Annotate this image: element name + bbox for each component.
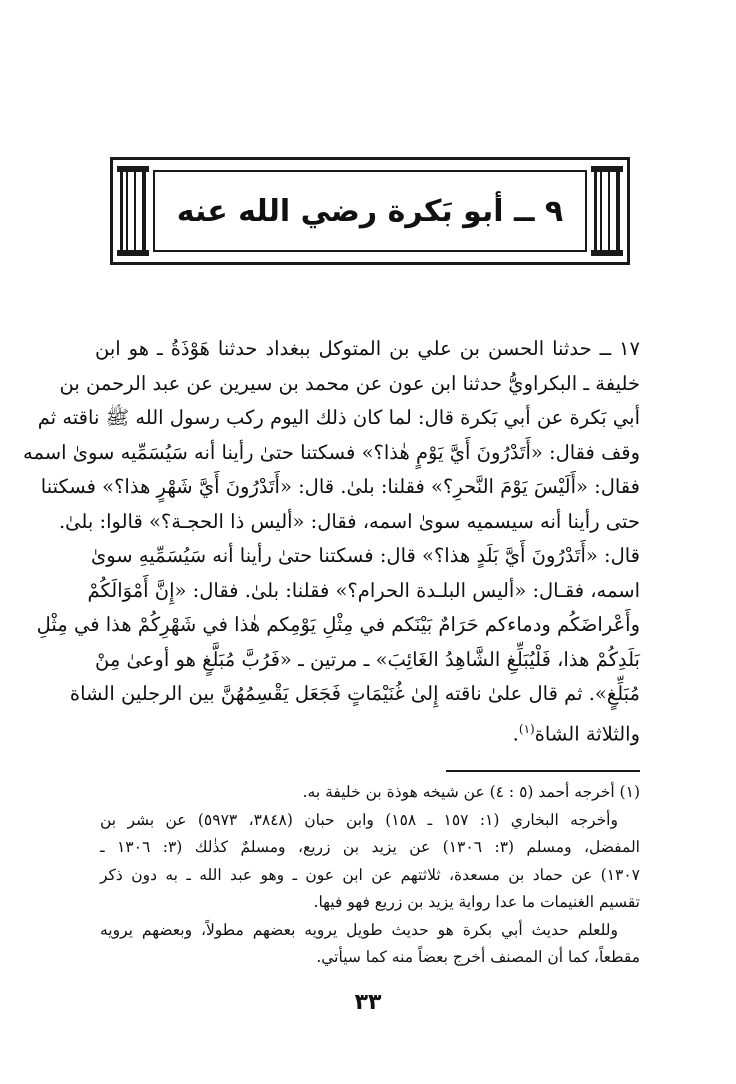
footnotes [100, 779, 640, 972]
hadith-line: فقال: «أَلَيْسَ يَوْمَ النَّحرِ؟» فقلنا: بلىٰ. قال: «أَتَدْرُونَ أَيَّ شَهْرٍ هذا؟» فسكتنا [40, 475, 640, 498]
hadith-line: بَلَدِكُمْ هذا، فَلْيُبَلِّغِ الشَّاهِدُ الغَائِبَ» ـ مرتين ـ «فَرُبَّ مُبَلَّغٍ هو أوعىٰ مِنْ [95, 647, 640, 671]
page-number: ٣٣ [354, 990, 382, 1015]
footnote-marker: (١) [518, 721, 535, 736]
hadith-line-last: والثلاثة الشاة$^{(١)}$. [512, 721, 640, 745]
decorative-pillar-right [594, 168, 620, 254]
footnote-line: المفضل، ومسلم (٣: ١٣٠٦) عن يزيد بن زريع، ومسلمٌ كذٰلك (٣: ١٣٠٦ ـ [100, 838, 640, 856]
footnote-line: (١) أخرجه أحمد (٥ : ٤) عن شيخه هوذة بن خليفة به. [302, 783, 640, 801]
footnote-line: مقطعاً، كما أن المصنف أخرج بعضاً منه كما سيأتي. [316, 948, 640, 966]
hadith-line: أبي بَكرة عن أبي بَكرة قال: لما كان ذلك اليوم ركب رسول الله ﷺ ناقته ثم [37, 406, 640, 429]
hadith-line: وقف فقال: «أَتَدْرُونَ أَيَّ يَوْمٍ هٰذا؟» فسكتنا حتىٰ رأينا أنه سَيُسَمِّيه سوىٰ اسمه [23, 440, 640, 464]
footnote-line: تقسيم الغنيمات ما عدا رواية يزيد بن زريع فهو فيها. [313, 893, 640, 911]
hadith-line: حتى رأينا أنه سيسميه سوىٰ اسمه، فقال: «أليس ذا الحجـة؟» قالوا: بلىٰ. [58, 509, 640, 533]
hadith-line: خليفة ـ البكراويُّ حدثنا ابن عون عن محمد بن سيرين عن عبد الرحمن بن [59, 371, 640, 395]
hadith-line: والثلاثة الشاة [534, 722, 640, 745]
chapter-title: ٩ ــ أبو بَكرة رضي الله عنه [176, 193, 564, 229]
hadith-line: وأَعْراضَكُم ودماءكم حَرَامٌ بَيْنَكم في مِثْلِ يَوْمِكم هٰذا في شَهْرِكُمْ هذا في مِثْلِ [36, 613, 640, 636]
hadith-line: اسمه، فقـال: «أليس البلـدة الحرام؟» فقلنا: بلىٰ. فقال: «إِنَّ أَمْوَالَكُمْ [87, 578, 640, 602]
hadith-line: مُبَلِّغٍ». ثم قال علىٰ ناقته إِلىٰ غُنَيْمَاتٍ فَجَعَل يَقْسِمُهُنَّ بين الرجلين الشاة [69, 682, 640, 705]
chapter-heading-inner-border [153, 170, 587, 252]
footnote-line: ١٣٠٧) عن حماد بن مسعدة، ثلاثتهم عن ابن عون ـ وهو عبد الله ـ به دون ذكر [100, 865, 640, 884]
footnote-divider [446, 770, 640, 772]
hadith-line: ١٧ ــ حدثنا الحسن بن علي بن المتوكل ببغداد حدثنا هَوْذَةُ ـ هو ابن [95, 337, 640, 360]
hadith-text [23, 332, 640, 746]
footnote-line: وللعلم حديث أبي بكرة هو حديث طويل يرويه بعضهم مطولاً، وبعضهم يرويه [100, 920, 618, 939]
footnote-line: وأخرجه البخاري (١: ١٥٧ ـ ١٥٨) وابن حبان (٣٨٤٨، ٥٩٧٣) عن بشر بن [100, 810, 618, 829]
chapter-heading-frame [110, 157, 630, 265]
hadith-line: قال: «أَتَدْرُونَ أَيَّ بَلَدٍ هذا؟» قال: فسكتنا حتىٰ رأينا أنه سَيُسَمِّيهِ سوىٰ [90, 544, 640, 567]
decorative-pillar-left [120, 168, 146, 254]
